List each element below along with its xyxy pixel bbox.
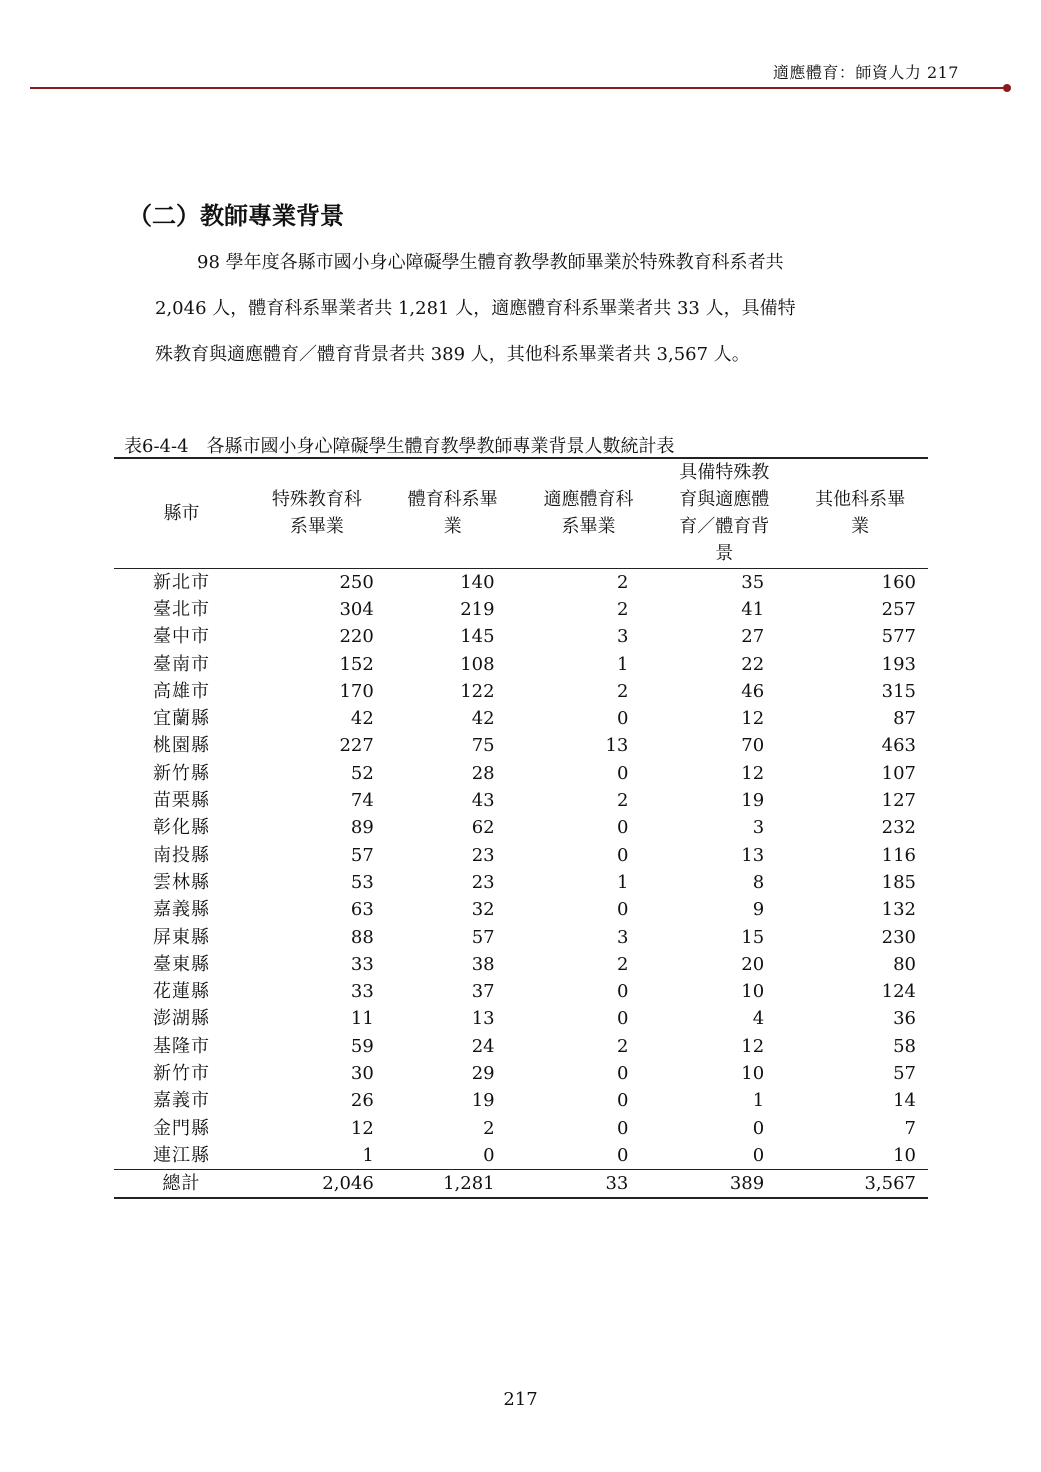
count-cell: 122 <box>460 680 495 702</box>
count-cell: 3 <box>616 926 629 948</box>
count-cell: 37 <box>471 981 495 1003</box>
count-cell: 23 <box>471 871 495 893</box>
count-cell: 87 <box>893 708 916 730</box>
count-cell: 57 <box>893 1062 916 1084</box>
column-header-combined-background <box>656 458 792 568</box>
count-cell: 63 <box>350 899 374 921</box>
count-cell: 22 <box>741 653 765 675</box>
count-cell: 193 <box>881 653 916 675</box>
count-cell: 19 <box>471 1090 495 1112</box>
count-cell: 230 <box>881 926 916 948</box>
county-cell: 臺東縣 <box>153 953 210 975</box>
count-cell: 38 <box>471 953 495 975</box>
header-line: 其他科系畢 <box>815 489 906 511</box>
count-cell: 3 <box>616 626 629 648</box>
county-cell: 花蓮縣 <box>153 981 210 1003</box>
count-cell: 0 <box>616 1090 629 1112</box>
teacher-background-table <box>114 457 928 1199</box>
column-header-adapted-pe <box>521 458 657 568</box>
header-rule <box>30 87 1005 89</box>
count-cell: 232 <box>881 817 916 839</box>
count-cell: 70 <box>741 735 765 757</box>
count-cell: 26 <box>350 1090 374 1112</box>
count-cell: 88 <box>350 926 374 948</box>
column-header-other-majors <box>792 458 928 568</box>
table-row <box>114 568 928 596</box>
count-cell: 0 <box>752 1117 765 1139</box>
count-cell: 41 <box>741 598 765 620</box>
count-cell: 108 <box>460 653 495 675</box>
count-cell: 219 <box>460 598 495 620</box>
table-row <box>114 732 928 759</box>
count-cell: 160 <box>881 571 916 593</box>
count-cell: 20 <box>741 953 765 975</box>
table-row <box>114 814 928 841</box>
count-cell: 0 <box>616 844 629 866</box>
table-row <box>114 896 928 923</box>
count-cell: 152 <box>339 653 374 675</box>
count-cell: 12 <box>741 762 765 784</box>
county-cell: 基隆市 <box>153 1035 210 1057</box>
total-cell: 33 <box>521 1170 657 1199</box>
header-line: 業 <box>443 516 462 538</box>
count-cell: 2 <box>616 598 629 620</box>
count-cell: 15 <box>741 926 765 948</box>
county-cell: 新竹縣 <box>153 762 210 784</box>
count-cell: 2 <box>616 953 629 975</box>
header-line: 特殊教育科 <box>271 489 362 511</box>
table-row <box>114 869 928 896</box>
count-cell: 62 <box>471 817 495 839</box>
header-line: 育／體育背 <box>679 516 770 538</box>
count-cell: 227 <box>339 735 374 757</box>
count-cell: 0 <box>616 899 629 921</box>
table-row <box>114 1114 928 1141</box>
count-cell: 0 <box>616 1117 629 1139</box>
count-cell: 2 <box>616 680 629 702</box>
count-cell: 80 <box>893 953 916 975</box>
total-cell: 3,567 <box>792 1170 928 1199</box>
header-line: 系畢業 <box>289 516 344 538</box>
table-row <box>114 1033 928 1060</box>
count-cell: 0 <box>483 1144 495 1166</box>
table-row <box>114 650 928 677</box>
header-line: 適應體育科 <box>543 489 634 511</box>
count-cell: 7 <box>904 1117 916 1139</box>
county-cell: 嘉義縣 <box>153 899 210 921</box>
count-cell: 19 <box>741 790 765 812</box>
section-title: （二）教師專業背景 <box>128 202 344 230</box>
count-cell: 33 <box>350 981 374 1003</box>
county-cell: 宜蘭縣 <box>153 708 210 730</box>
count-cell: 2 <box>616 790 629 812</box>
count-cell: 3 <box>752 817 765 839</box>
table-row <box>114 1087 928 1114</box>
count-cell: 57 <box>471 926 495 948</box>
table-row <box>114 596 928 623</box>
count-cell: 463 <box>881 735 916 757</box>
count-cell: 4 <box>752 1008 765 1030</box>
county-cell: 屏東縣 <box>153 926 210 948</box>
count-cell: 0 <box>616 817 629 839</box>
count-cell: 11 <box>350 1008 374 1030</box>
count-cell: 0 <box>616 1062 629 1084</box>
page-number: 217 <box>503 1389 538 1410</box>
table-row <box>114 841 928 868</box>
header-line: 景 <box>715 543 734 565</box>
paragraph-line: 2,046 人，體育科系畢業者共 1,281 人，適應體育科系畢業者共 33 人，具備特 <box>155 298 796 319</box>
county-cell: 新竹市 <box>153 1062 210 1084</box>
total-cell: 2,046 <box>249 1170 385 1199</box>
header-line: 育與適應體 <box>679 489 770 511</box>
count-cell: 14 <box>893 1090 916 1112</box>
count-cell: 0 <box>616 1008 629 1030</box>
county-cell: 雲林縣 <box>153 871 210 893</box>
county-cell: 苗栗縣 <box>153 790 210 812</box>
county-cell: 桃園縣 <box>153 735 210 757</box>
count-cell: 57 <box>350 844 374 866</box>
count-cell: 74 <box>350 790 374 812</box>
county-cell: 嘉義市 <box>153 1090 210 1112</box>
count-cell: 12 <box>741 708 765 730</box>
paragraph-line: 98 學年度各縣市國小身心障礙學生體育教學教師畢業於特殊教育科系者共 <box>197 252 784 273</box>
count-cell: 53 <box>350 871 374 893</box>
count-cell: 577 <box>881 626 916 648</box>
count-cell: 124 <box>881 981 916 1003</box>
count-cell: 10 <box>893 1144 916 1166</box>
count-cell: 0 <box>616 762 629 784</box>
table-row <box>114 1142 928 1170</box>
count-cell: 13 <box>471 1008 495 1030</box>
running-header: 適應體育：師資人力 217 <box>772 63 959 82</box>
county-cell: 高雄市 <box>153 680 210 702</box>
count-cell: 0 <box>616 1144 629 1166</box>
count-cell: 42 <box>471 708 495 730</box>
count-cell: 43 <box>471 790 495 812</box>
total-cell: 1,281 <box>385 1170 521 1199</box>
count-cell: 10 <box>741 981 765 1003</box>
county-cell: 新北市 <box>153 571 210 593</box>
count-cell: 23 <box>471 844 495 866</box>
count-cell: 140 <box>460 571 495 593</box>
table-row <box>114 678 928 705</box>
count-cell: 116 <box>881 844 916 866</box>
count-cell: 42 <box>350 708 374 730</box>
count-cell: 170 <box>339 680 374 702</box>
count-cell: 46 <box>741 680 765 702</box>
table-row <box>114 623 928 650</box>
paragraph-line: 殊教育與適應體育／體育背景者共 389 人，其他科系畢業者共 3,567 人。 <box>155 344 750 365</box>
count-cell: 75 <box>471 735 495 757</box>
count-cell: 36 <box>893 1008 916 1030</box>
header-rule-dot <box>1003 84 1011 92</box>
count-cell: 0 <box>616 708 629 730</box>
count-cell: 1 <box>616 653 629 675</box>
count-cell: 220 <box>339 626 374 648</box>
total-label: 總計 <box>114 1170 249 1199</box>
count-cell: 0 <box>752 1144 765 1166</box>
count-cell: 315 <box>881 680 916 702</box>
count-cell: 27 <box>741 626 765 648</box>
county-cell: 臺北市 <box>153 598 210 620</box>
count-cell: 1 <box>616 871 629 893</box>
column-header-special-education <box>249 458 385 568</box>
table-row <box>114 978 928 1005</box>
county-cell: 臺南市 <box>153 653 210 675</box>
header-line: 縣市 <box>163 502 200 524</box>
count-cell: 1 <box>752 1090 765 1112</box>
header-line: 系畢業 <box>561 516 616 538</box>
county-cell: 連江縣 <box>153 1144 210 1166</box>
county-cell: 金門縣 <box>153 1117 210 1139</box>
count-cell: 10 <box>741 1062 765 1084</box>
count-cell: 30 <box>350 1062 374 1084</box>
count-cell: 257 <box>881 598 916 620</box>
table-caption: 表6-4-4 各縣市國小身心障礙學生體育教學教師專業背景人數統計表 <box>124 436 675 457</box>
table-row <box>114 787 928 814</box>
total-cell: 389 <box>656 1170 792 1199</box>
table-row <box>114 705 928 732</box>
count-cell: 12 <box>741 1035 765 1057</box>
county-cell: 南投縣 <box>153 844 210 866</box>
count-cell: 12 <box>350 1117 374 1139</box>
table-row <box>114 1060 928 1087</box>
count-cell: 13 <box>741 844 765 866</box>
table-row <box>114 760 928 787</box>
count-cell: 8 <box>752 871 765 893</box>
header-line: 業 <box>851 516 870 538</box>
count-cell: 107 <box>881 762 916 784</box>
count-cell: 2 <box>616 1035 629 1057</box>
count-cell: 1 <box>362 1144 374 1166</box>
count-cell: 9 <box>752 899 765 921</box>
table-total-row <box>114 1170 928 1199</box>
count-cell: 2 <box>483 1117 495 1139</box>
count-cell: 304 <box>339 598 374 620</box>
table-row <box>114 1005 928 1032</box>
count-cell: 13 <box>605 735 629 757</box>
county-cell: 澎湖縣 <box>153 1008 210 1030</box>
count-cell: 132 <box>881 899 916 921</box>
count-cell: 24 <box>471 1035 495 1057</box>
count-cell: 32 <box>471 899 495 921</box>
count-cell: 185 <box>881 871 916 893</box>
count-cell: 28 <box>471 762 495 784</box>
count-cell: 0 <box>616 981 629 1003</box>
county-cell: 臺中市 <box>153 626 210 648</box>
count-cell: 58 <box>893 1035 916 1057</box>
header-line: 具備特殊教 <box>679 462 770 484</box>
column-header-physical-education <box>385 458 521 568</box>
count-cell: 2 <box>616 571 629 593</box>
count-cell: 29 <box>471 1062 495 1084</box>
count-cell: 35 <box>741 571 765 593</box>
body-paragraph <box>155 240 885 378</box>
count-cell: 33 <box>350 953 374 975</box>
table-header-row <box>114 458 928 568</box>
table-row <box>114 923 928 950</box>
county-cell: 彰化縣 <box>153 817 210 839</box>
table-row <box>114 951 928 978</box>
column-header-county <box>114 458 249 568</box>
count-cell: 127 <box>881 790 916 812</box>
header-line: 體育科系畢 <box>407 489 498 511</box>
count-cell: 89 <box>350 817 374 839</box>
count-cell: 145 <box>460 626 495 648</box>
table-body <box>114 568 928 1170</box>
count-cell: 59 <box>350 1035 374 1057</box>
count-cell: 52 <box>350 762 374 784</box>
count-cell: 250 <box>339 571 374 593</box>
